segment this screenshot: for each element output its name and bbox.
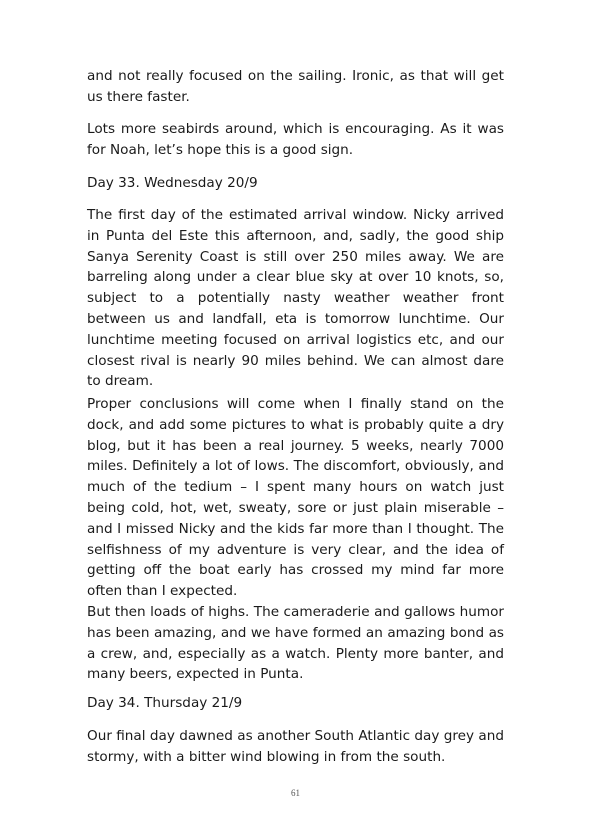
page-number: 61 [291,788,300,798]
paragraph-conclusions: Proper conclusions will come when I finally stand on the dock, and add some pictures to what is probably quite a dry blog, but it has been a real journey. 5 weeks, nearly 7000 miles. Definitely a lot of lows. The discomfort, obviously, and much of the tedium – I spent many hours on watch just being cold, hot, wet, sweaty, sore or just plain miserable – and I missed Nicky and the kids far more than I thought. The selfishness of my adventure is very clear, and the idea of getting off the boat early has crossed my mind far more often than I expected. [87,396,504,600]
paragraph-seabirds: Lots more seabirds around, which is encouraging. As it was for Noah, let’s hope this is a good sign. [87,121,504,158]
paragraph-arrival-window: The first day of the estimated arrival window. Nicky arrived in Punta del Este this afternoon, and, sadly, the good ship Sanya Serenity Coast is still over 250 miles away. We are barreling along under a clear blue sky at over 10 knots, so, subject to a potentially nasty weather weather front between us and landfall, eta is tomorrow lunchtime. Our lunchtime meeting focused on arrival logistics etc, and our closest rival is nearly 90 miles behind. We can almost dare to dream. [87,207,504,390]
paragraph-final-day: Our final day dawned as another South Atlantic day grey and stormy, with a bitter wind blowing in from the south. [87,728,504,765]
paragraph-ironic: and not really focused on the sailing. Ironic, as that will get us there faster. [87,68,504,105]
paragraph-highs: But then loads of highs. The cameraderie and gallows humor has been amazing, and we have formed an amazing bond as a crew, and, especially as a watch. Plenty more banter, and many beers, expected in Punta. [87,604,504,683]
day-34-heading: Day 34. Thursday 21/9 [87,695,243,711]
day-33-heading: Day 33. Wednesday 20/9 [87,175,258,191]
